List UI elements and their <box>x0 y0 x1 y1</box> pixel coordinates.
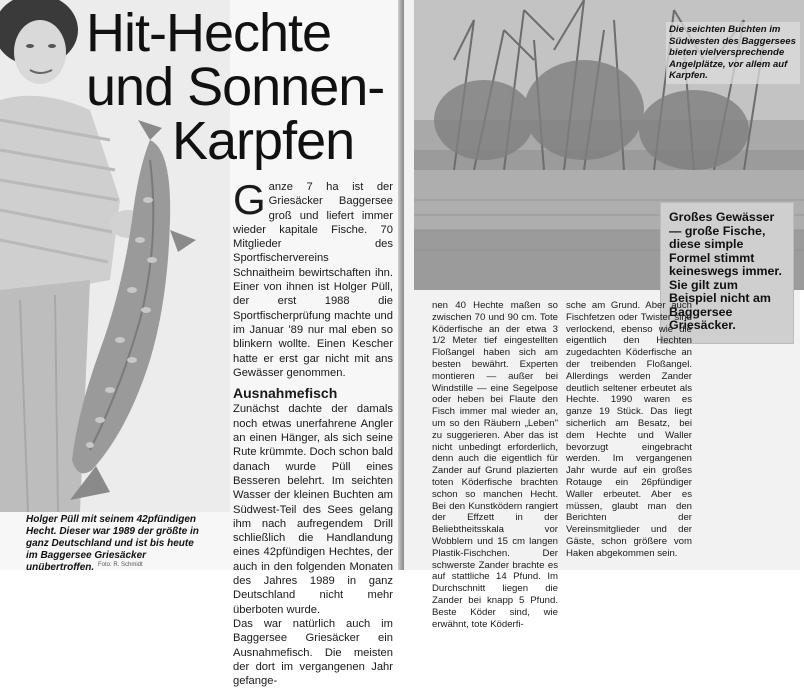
article-column-right-1: nen 40 Hechte maßen so zwischen 70 und 90 cm. Tote Köderfische an der etwa 3 1/2 Meter tief eingestellten Floßangel haben sich am besten bewährt. Experten montieren — außer bei Windstille — eine Segelpose oder heben bei Flaute den Fisch immer mal wieder an, um so den Räubern „Leben" zu suggerieren. Aber das ist nicht unbedingt erforderlich, denn auch die eigentlich für Zander auf Grund plazierten toten Köderfische brachten schon so manchen Hecht. Bei den Kunstködern rangiert der Effzett in der Beliebtheitsskala vor Wobblern und 15 cm langen Plastik-Fischchen. Der schwerste Zander brachte es auf stattliche 14 Pfund. Im Durchschnitt liegen die Zander bei knapp 5 Pfund. Beste Köder sind, wie erwähnt, tote Köderfi- <box>432 300 558 630</box>
headline-line-3: Karpfen <box>172 111 355 171</box>
article-headline <box>86 3 406 171</box>
teaser-box: Großes Gewässer — große Fische, diese simple Formel stimmt keineswegs immer. Sie gilt zum Beispiel nicht am Baggersee Griesäcker. <box>660 202 794 344</box>
headline-line-1: Hit-Hechte <box>86 3 332 63</box>
photo-caption-left: Holger Püll mit seinem 42pfündigen Hecht. Dieser war 1989 der größte in ganz Deutschland und ist bis heute im Baggersee Griesäcker unübertroffen. <box>26 514 199 573</box>
photo-credit: Foto: R. Schmidt <box>98 562 143 568</box>
drop-cap: G <box>233 176 266 223</box>
section-paragraph: Zunächst dachte der damals noch etwas unerfahrene Angler an einen Hänger, als sich seine Rute krümmte. Doch schon bald danach wurde Püll eines Besseren belehrt. Im seichten Wasser der kleinen Buchten am Südwest-Teil des Sees gelang ihm nach aufregendem Drill schließlich die Handlandung eines 42pfündigen Hechtes, der auch in den folgenden Monaten des Jahres 1989 in ganz Deutschland nicht mehr überboten wurde. <box>233 403 393 616</box>
article-body-left <box>233 176 393 688</box>
intro-paragraph: anze 7 ha ist der Griesäcker Baggersee groß und liefert immer wieder kapitale Fische. 70 Mitglieder des Sportfischervereins Schnaitheim bewirtschaften ihn. Einer von ihnen ist Holger Püll, der erst 1988 die Sportfischerprüfung machte und im Januar '89 nur mal eben so blinkern wollte. Einen Kescher hatte er erst gar nicht mit ans Gewässer genommen. <box>233 181 393 379</box>
photo-caption-right: Die seichten Buchten im Südwesten des Baggersees bieten vielversprechende Angelplätze, vor allem auf Karpfen. <box>666 22 800 84</box>
section-paragraph-2: Das war natürlich auch im Baggersee Griesäcker ein Ausnahmefisch. Die meisten der dort im vergangenen Jahr gefange- <box>233 617 393 688</box>
headline-line-2: und Sonnen- <box>86 57 385 117</box>
article-column-right-2: sche am Grund. Aber auch Fischfetzen oder Twister sind verlockend, ebenso wie die eigentlich den Hechten zugedachten Köderfische an der treibenden Floßangel. Allerdings werden Zander deutlich seltener erbeutet als Hechte. 1990 waren es ganze 19 Stück. Das liegt sicherlich am Besatz, bei dem Hechte und Waller bevorzugt eingebracht werden. Im vergangenen Jahr wurde auf ein großes Rotauge ein 26pfündiger Waller erbeutet. Aber es müssen, glaubt man den Berichten der Vereinsmitglieder und der Gäste, schon größere vom Haken abgekommen sein. <box>566 300 692 559</box>
section-heading: Ausnahmefisch <box>233 385 338 402</box>
